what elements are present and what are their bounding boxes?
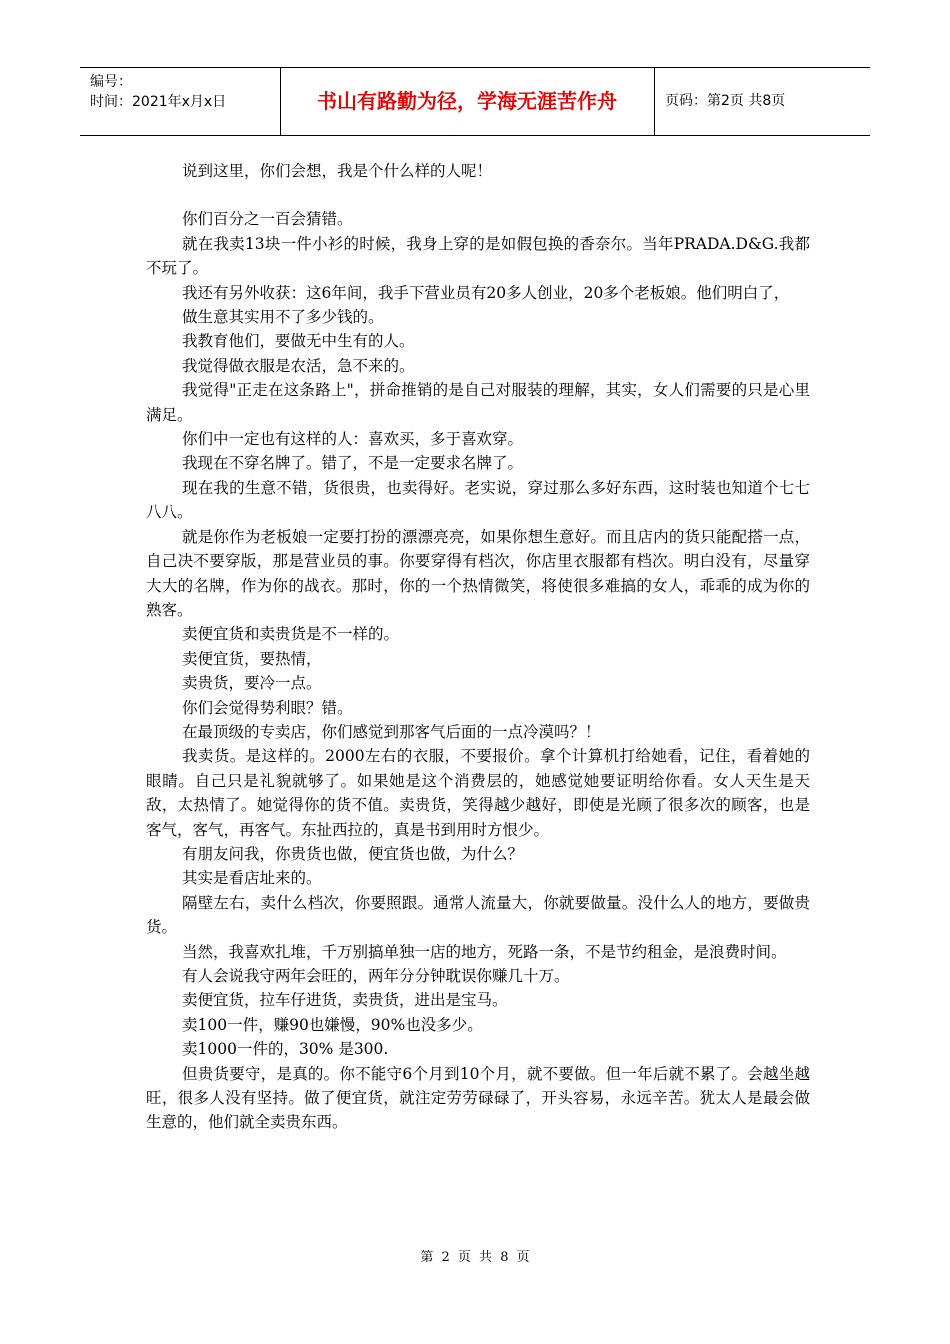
paragraph: 隔壁左右，卖什么档次，你要照跟。通常人流量大，你就要做量。没什么人的地方，要做贵货。 — [146, 893, 810, 937]
header-meta — [90, 72, 226, 112]
paragraph: 现在我的生意不错，货很贵，也卖得好。老实说，穿过那么多好东西，这时装也知道个七七八八。 — [146, 478, 810, 522]
paragraph: 我现在不穿名牌了。错了，不是一定要求名牌了。 — [182, 454, 524, 473]
paragraph: 做生意其实用不了多少钱的。 — [182, 308, 384, 327]
paragraph: 你们中一定也有这样的人：喜欢买，多于喜欢穿。 — [182, 430, 524, 449]
header-motto: 书山有路勤为径，学海无涯苦作舟 — [317, 89, 617, 113]
paragraph: 卖1000一件的，30% 是300. — [182, 1040, 389, 1059]
paragraph: 我觉得"正走在这条路上"，拼命推销的是自己对服装的理解，其实，女人们需要的只是心里满足。 — [146, 381, 810, 424]
header-page-number: 页码：第2页 共8页 — [665, 93, 786, 109]
paragraph: 我觉得做衣服是农活，急不来的。 — [182, 356, 415, 375]
document-body — [146, 159, 810, 1135]
paragraph: 但贵货要守，是真的。你不能守6个月到10个月，就不要做。但一年后就不累了。会越坐越旺，很多人没有坚持。做了便宜货，就注定劳劳碌碌了，开头容易，永远辛苦。犹太人是最会做生意的，他们就全卖贵东西。 — [146, 1064, 810, 1132]
paragraph: 我还有另外收获：这6年间，我手下营业员有20多人创业，20多个老板娘。他们明白了， — [182, 283, 790, 302]
paragraph: 你们会觉得势利眼？错。 — [182, 698, 353, 717]
paragraph-gap — [146, 183, 810, 207]
paragraph: 就是你作为老板娘一定要打扮的漂漂亮亮，如果你想生意好。而且店内的货只能配搭一点，自己决不要穿版，那是营业员的事。你要穿得有档次，你店里衣服都有档次。明白没有，尽量穿大大的名牌，作为你的战衣。那时，你的一个热情微笑，将使很多难搞的女人，乖乖的成为你的熟客。 — [146, 527, 810, 619]
paragraph: 其实是看店址来的。 — [182, 869, 322, 888]
paragraph: 卖100一件，赚90也嫌慢，90%也没多少。 — [182, 1015, 483, 1034]
paragraph: 当然，我喜欢扎堆，千万别搞单独一店的地方，死路一条，不是节约租金，是浪费时间。 — [182, 942, 787, 961]
page-footer: 第 2 页 共 8 页 — [420, 1250, 530, 1265]
paragraph: 就在我卖13块一件小衫的时候，我身上穿的是如假包换的香奈尔。当年PRADA.D&G.我都不玩了。 — [146, 234, 810, 278]
paragraph: 卖便宜货，拉车仔进货，卖贵货，进出是宝马。 — [182, 991, 508, 1010]
paragraph: 卖便宜货，要热情， — [182, 649, 322, 668]
document-date-label: 时间：2021年x月x日 — [90, 94, 227, 110]
paragraph: 我卖货。是这样的。2000左右的衣服，不要报价。拿个计算机打给她看，记住，看着她的眼睛。自己只是礼貌就够了。如果她是这个消费层的，她感觉她要证明给你看。女人天生是天敌，太热情了。她觉得你的货不值。卖贵货，笑得越少越好，即使是光顾了很多次的顾客，也是客气，客气，再客气。东扯西拉的，真是书到用时方恨少。 — [146, 747, 810, 839]
header-divider-right — [654, 68, 655, 135]
document-number-label: 编号： — [90, 74, 132, 90]
paragraph: 有朋友问我，你贵货也做，便宜货也做，为什么？ — [182, 844, 524, 863]
paragraph: 你们百分之一百会猜错。 — [182, 210, 353, 229]
document-header — [80, 67, 870, 136]
paragraph: 有人会说我守两年会旺的，两年分分钟耽误你赚几十万。 — [182, 967, 570, 985]
paragraph: 卖便宜货和卖贵货是不一样的。 — [182, 625, 400, 644]
paragraph: 我教育他们，要做无中生有的人。 — [182, 332, 415, 351]
paragraph: 卖贵货，要冷一点。 — [182, 674, 322, 693]
paragraph: 在最顶级的专卖店，你们感觉到那客气后面的一点冷漠吗？！ — [182, 722, 601, 741]
paragraph: 说到这里，你们会想，我是个什么样的人呢！ — [182, 162, 493, 180]
